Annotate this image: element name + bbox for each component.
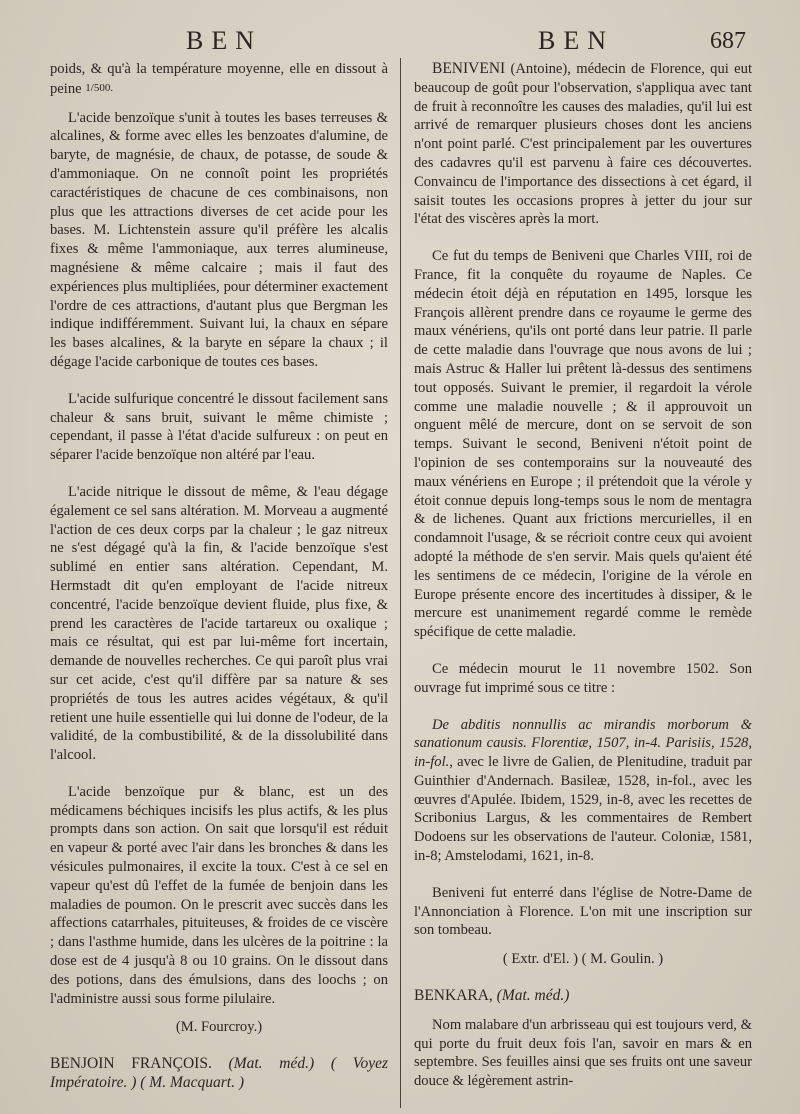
running-head-right: BEN (538, 26, 614, 55)
paragraph: L'acide benzoïque s'unit à toutes les bases terreuses & alcalines, & forme avec elles les benzoates d'alumine, de baryte, de magnésie, de chaux, de potasse, de soude & d'ammoniaque. On ne connoît point les propriétés caractéristiques de chacune de ces combinaisons, non plus que les attractions diverses de cet acide pour les bases. M. Lichtenstein assure qu'il préfère les alcalis fixes & même l'ammoniaque, aux terres alumineuse, magnésiene & même calcaire ; mais il faut des expériences plus multipliées, pour déterminer exactement l'ordre de ces attractions, d'autant plus que Bergman les indique indifféremment. Suivant lui, la chaux en sépare les bases alcalines, & la baryte en sépare la chaux ; il dégage l'acide carbonique de toutes ces bases. (50, 109, 388, 370)
column-divider (400, 58, 401, 1108)
paragraph: Ce médecin mourut le 11 novembre 1502. Son ouvrage fut imprimé sous ce titre : (414, 660, 752, 696)
entry-heading: BENKARA, (Mat. méd.) (414, 987, 570, 1005)
entry-heading: BENJOIN FRANÇOIS. (Mat. méd.) ( Voyez Impératoire. ) ( M. Macquart. ) (50, 1055, 388, 1092)
running-head-left: BEN (186, 26, 262, 55)
paragraph: Beniveni fut enterré dans l'église de Notre-Dame de l'Annonciation à Florence. L'on mit une inscription sur son tombeau. (414, 884, 752, 939)
bibliography: De abditis nonnullis ac mirandis morborum & sanationum causis. Florentiæ, 1507, in-4. Parisiis, 1528, in-fol., avec le livre de Galien, de Plenitudine, traduit par Guinthier d'Andernach. Basileæ, 1528, in-fol., avec les œuvres d'Apulée. Ibidem, 1529, in-8, avec les recettes de Scribonius Largus, & les commentaires de Rembert Dodoens sur les observations de l'auteur. Coloniæ, 1581, in-8; Amstelodami, 1621, in-8. (414, 716, 752, 865)
left-column (50, 60, 388, 1093)
paragraph: Ce fut du temps de Beniveni que Charles VIII, roi de France, fit la conquête du royaume de Naples. Ce médecin étoit déjà en réputation en 1495, lorsque les François allèrent prendre dans ce royaume le germe des maux vénériens, qu'ils ont porté dans leur patrie. Il parle de cette maladie dans l'ouvrage que nous avons de lui ; mais Astruc & Haller lui prêtent là-dessus des sentimens tout opposés. Suivant le premier, il regardoit la vérole comme une maladie nouvelle ; & il approuvoit un onguent mêlé de mercure, dont on se servoit de son temps. Suivant le second, Beniveni n'étoit point de l'opinion de ses contemporains sur la nouveauté des maux vénériens en Europe ; il prétendoit que la vérole y étoit connue depuis long-temps sous le nom de mentagra & de lichenes. Quant aux frictions mercurielles, il en condamnoit l'usage, & se récrioit contre ceux qui avoient adopté la méthode de s'en servir. Mais quels qu'aient été les sentimens de ce médecin, l'origine de la vérole en Europe présente encore des incertitudes à dissiper, & le mercure est unanimement regardé comme le remède spécifique de cette maladie. (414, 248, 752, 641)
paragraph: L'acide sulfurique concentré le dissout facilement sans chaleur & sans bruit, suivant le même chimiste ; cependant, il passe à l'état d'acide sulfureux : on peut en séparer l'acide benzoïque non altéré par l'eau. (50, 390, 388, 464)
author-signature: ( Extr. d'El. ) ( M. Goulin. ) (502, 951, 664, 968)
paragraph: Nom malabare d'un arbrisseau qui est toujours verd, & qui porte du fruit deux fois l'an, savoir en mars & en septembre. Ses feuilles ainsi que ses fruits ont une saveur douce & légèrement astrin- (414, 1016, 752, 1090)
author-signature: (M. Fourcroy.) (175, 1019, 263, 1036)
entry-title: BENIVENI (432, 60, 506, 77)
paragraph: poids, & qu'à la température moyenne, elle en dissout à peine 1/500. (50, 61, 388, 97)
right-column (414, 60, 752, 1091)
fraction: 1/500. (85, 81, 114, 94)
paragraph: L'acide benzoïque pur & blanc, est un des médicamens béchiques incisifs les plus actifs, & les plus prompts dans son action. On sait que lorsqu'il est réduit en vapeur & porté avec l'air dans les bronches & dans les vésicules pulmonaires, il excite la toux. C'est à ce sel en vapeur qu'est dû l'effet de la fumée de benjoin dans les maladies de poumon. On le prescrit avec succès dans les affections catarrhales, pituiteuses, & froides de ce viscère ; dans l'asthme humide, dans les ulcères de la poitrine : la dose est de 4 jusqu'à 8 ou 10 grains. On le dissout dans des potions, dans des émulsions, dans des loochs ; on l'administre aussi sous forme pilulaire. (50, 783, 388, 1007)
paragraph: L'acide nitrique le dissout de même, & l'eau dégage également ce sel sans altération. M. Morveau a augmenté l'action de ces deux corps par la chaleur ; le gaz nitreux ne s'est dégagé qu'à la fin, & l'acide benzoïque s'est sublimé en entier sans altération. Cependant, M. Hermstadt dit qu'en employant de l'acide nitreux concentré, l'acide benzoïque devient fluide, plus fixe, & prend les caractères de l'acide tartareux ou oxalique ; mais ce résultat, qui est par lui-même fort incertain, demande de nouvelles recherches. Ce qui paroît plus vrai sur cet acide, c'est qu'il diffère par sa nature & ses propriétés de tous les autres acides végétaux, & qu'il retient une huile essentielle qui lui donne de l'odeur, de la validité, de la combustibilité, & de la dissolubilité dans l'alcool. (50, 483, 388, 764)
page-number: 687 (710, 28, 746, 54)
paragraph: BENIVENI (Antoine), médecin de Florence, qui eut beaucoup de goût pour l'observation, s'appliqua avec tant de fruit à reconnoître les causes des maladies, qu'il lui est arrivé de remarquer plusieurs choses dont les anciens n'ont point parlé. C'est principalement par les ouvertures des cadavres qu'il est parvenu à faire ces découvertes. Convaincu de l'importance des dissections à cet égard, il saisit toutes les occasions propres à jetter du jour sur l'état des viscères après la mort. (414, 60, 752, 228)
